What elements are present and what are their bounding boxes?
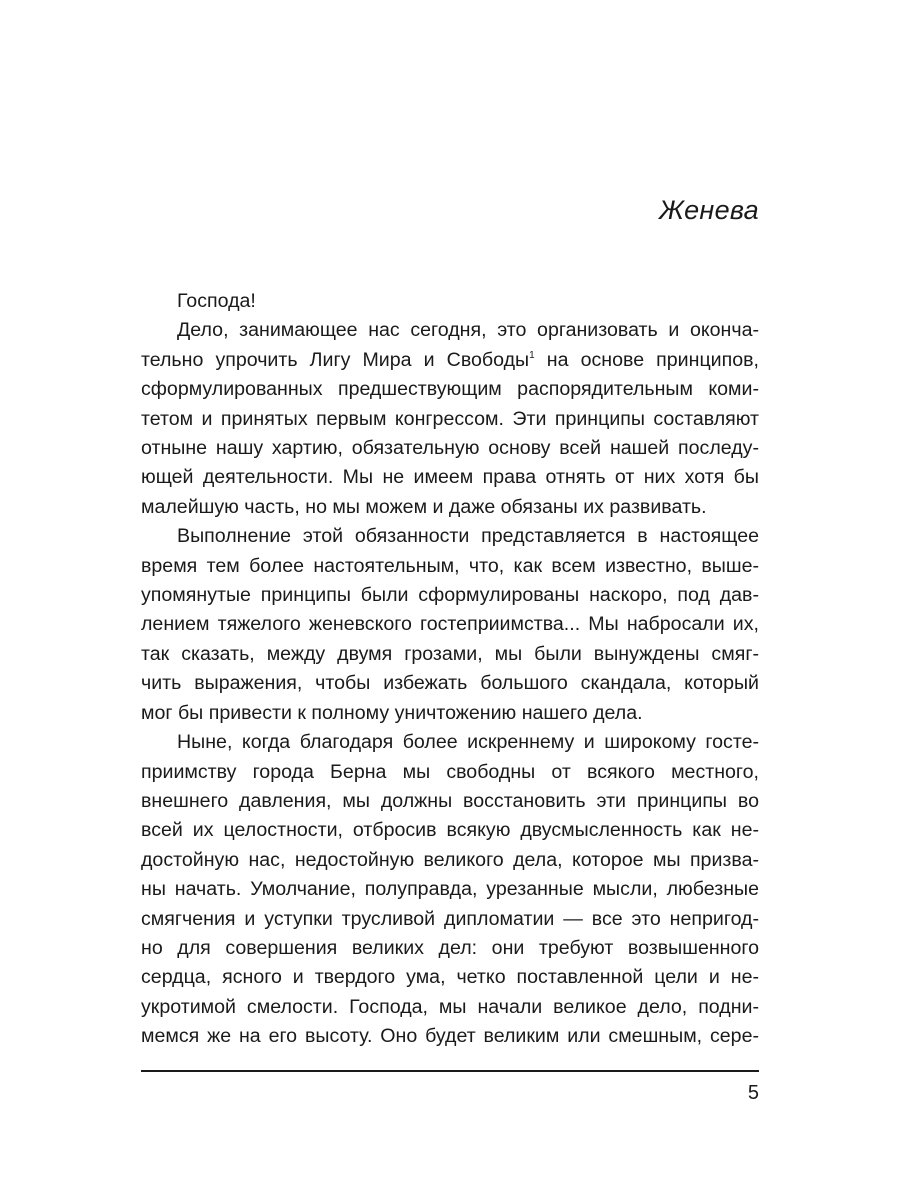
text-line: ны начать. Умолчание, полуправда, урезанные мысли, любезные bbox=[141, 878, 759, 901]
text-line: Дело, занимающее нас сегодня, это организовать и оконча- bbox=[177, 319, 759, 342]
text-line: но для совершения великих дел: они требуют возвышенного bbox=[141, 936, 759, 959]
text-line bbox=[141, 346, 759, 375]
text-line: Господа! bbox=[177, 290, 256, 312]
text-line: сформулированных предшествующим распорядительным коми- bbox=[141, 378, 759, 401]
text-line: укротимой смелости. Господа, мы начали великое дело, подни- bbox=[141, 995, 759, 1018]
text-line: малейшую часть, но мы можем и даже обязаны их развивать. bbox=[141, 495, 707, 518]
text-line: мог бы привести к полному уничтожению нашего дела. bbox=[141, 701, 643, 724]
text-line: внешнего давления, мы должны восстановить эти принципы во bbox=[141, 789, 759, 812]
body-text bbox=[141, 287, 759, 1052]
text-line: так сказать, между двумя грозами, мы были вынуждены смяг- bbox=[141, 642, 759, 665]
text-line: упомянутые принципы были сформулированы наскоро, под дав- bbox=[141, 584, 759, 607]
text-line: лением тяжелого женевского гостеприимства... Мы набросали их, bbox=[141, 613, 759, 636]
text-line: мемся же на его высоту. Оно будет великим или смешным, сере- bbox=[141, 1025, 759, 1048]
text-line: время тем более настоятельным, что, как всем известно, выше- bbox=[141, 554, 759, 577]
footnote-marker[interactable]: 1 bbox=[529, 349, 535, 361]
book-page bbox=[141, 0, 759, 1200]
text-line: смягчения и уступки трусливой дипломатии — все это непригод- bbox=[141, 907, 759, 930]
text-line: сердца, ясного и твердого ума, четко поставленной цели и не- bbox=[141, 966, 759, 989]
text-line: ющей деятельности. Мы не имеем права отнять от них хотя бы bbox=[141, 466, 759, 489]
text-line: чить выражения, чтобы избежать большого скандала, который bbox=[141, 672, 759, 695]
text-line: Ныне, когда благодаря более искреннему и широкому госте- bbox=[177, 731, 759, 754]
text-line: тетом и принятых первым конгрессом. Эти принципы составляют bbox=[141, 407, 759, 430]
page-number: 5 bbox=[747, 1082, 759, 1104]
text-line: отныне нашу хартию, обязательную основу всей нашей последу- bbox=[141, 437, 759, 460]
running-header: Женева bbox=[659, 195, 759, 225]
text-line: приимству города Берна мы свободны от всякого местного, bbox=[141, 760, 759, 783]
text-line: всей их целостности, отбросив всякую двусмысленность как не- bbox=[141, 819, 759, 842]
text-fragment: на основе принципов, bbox=[534, 348, 759, 371]
footer-rule bbox=[141, 1070, 759, 1072]
text-fragment: тельно упрочить Лигу Мира и Свободы bbox=[141, 348, 530, 371]
text-line: достойную нас, недостойную великого дела, которое мы призва- bbox=[141, 848, 759, 871]
text-line: Выполнение этой обязанности представляется в настоящее bbox=[177, 525, 759, 548]
